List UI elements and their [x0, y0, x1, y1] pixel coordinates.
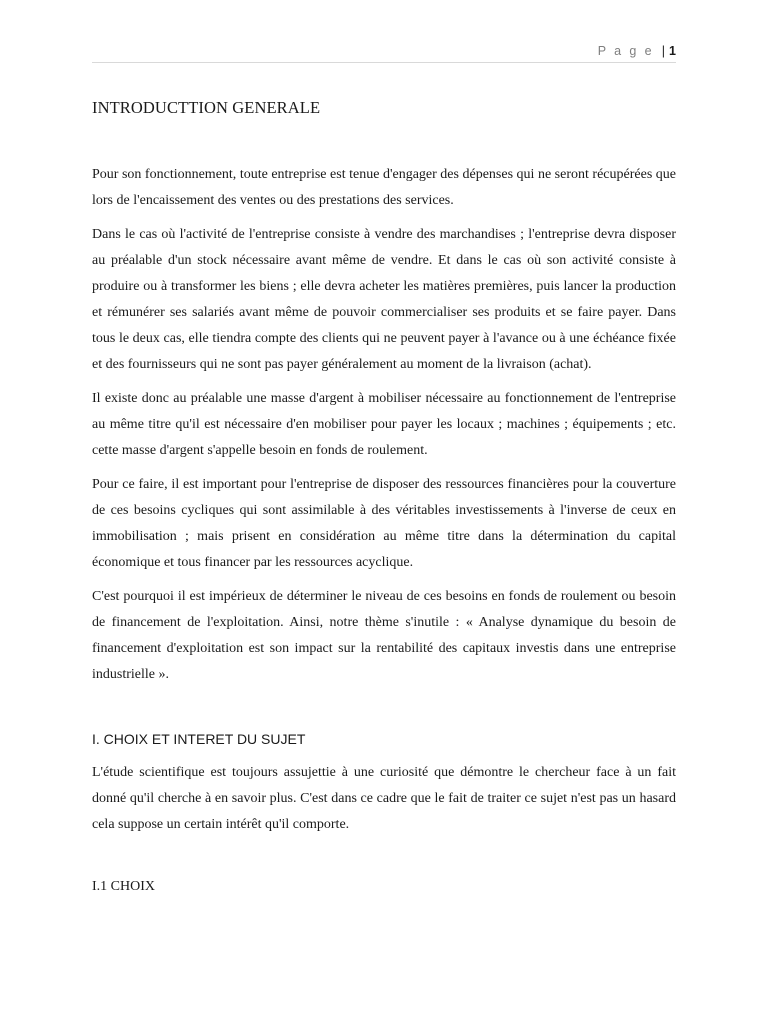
paragraph: Dans le cas où l'activité de l'entreprise consiste à vendre des marchandises ; l'entreprise devra disposer au préalable d'un stock nécessaire avant même de vendre. Et dans le cas où son activité consiste à produire ou à transformer les biens ; elle devra acheter les matières premières, puis lancer la production et rémunérer ses salariés avant même de pouvoir commercialiser ses produits et se faire payer. Dans tous le deux cas, elle tiendra compte des clients qui ne peuvent payer à l'avance ou à une échéance fixée et des fournisseurs qui ne sont pas payer généralement au moment de la livraison (achat).: [92, 227, 676, 372]
paragraph: C'est pourquoi il est impérieux de déterminer le niveau de ces besoins en fonds de roulement ou besoin de financement de l'exploitation. Ainsi, notre thème s'inutile : « Analyse dynamique du besoin de financement d'exploitation est son impact sur la rentabilité des capitaux investis dans une entreprise industrielle ».: [92, 589, 676, 682]
paragraph: Il existe donc au préalable une masse d'argent à mobiliser nécessaire au fonctionnement de l'entreprise au même titre qu'il est nécessaire d'en mobiliser pour payer les locaux ; machines ; équipements ; etc. cette masse d'argent s'appelle besoin en fonds de roulement.: [92, 391, 676, 458]
page-number-indicator: [598, 44, 676, 58]
page-separator: |: [661, 44, 666, 58]
subsection-heading: I.1 CHOIX: [92, 879, 155, 894]
document-body: [92, 98, 676, 900]
document-title: INTRODUCTTION GENERALE: [92, 98, 321, 117]
page-header: [92, 42, 676, 63]
paragraph: Pour ce faire, il est important pour l'entreprise de disposer des ressources financières pour la couverture de ces besoins cycliques qui sont assimilable à des véritables investissements à l'inverse de ceux en immobilisation ; mais prisent en considération au même titre dans la détermination du capital économique et tous financer par les ressources acyclique.: [92, 477, 676, 570]
page-label: P a g e: [597, 44, 654, 58]
paragraph: Pour son fonctionnement, toute entreprise est tenue d'engager des dépenses qui ne seront récupérées que lors de l'encaissement des ventes ou des prestations des services.: [92, 167, 676, 208]
section-heading: I. CHOIX ET INTERET DU SUJET: [92, 731, 306, 747]
paragraph: L'étude scientifique est toujours assujettie à une curiosité que démontre le chercheur face à un fait donné qu'il cherche à en savoir plus. C'est dans ce cadre que le fait de traiter ce sujet n'est pas un hasard cela suppose un certain intérêt qu'il comporte.: [92, 765, 676, 832]
page-number: 1: [669, 44, 676, 58]
